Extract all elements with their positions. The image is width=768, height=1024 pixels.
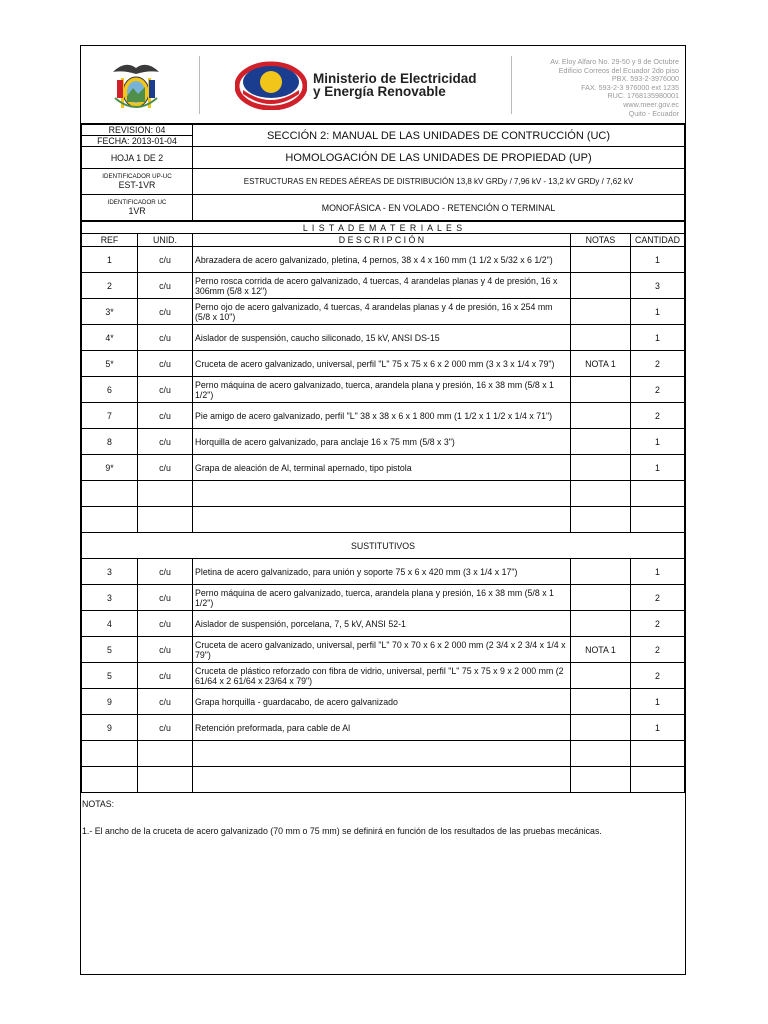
note-cell — [570, 611, 630, 637]
header-divider — [199, 56, 200, 114]
empty-cell — [570, 507, 630, 533]
address-line: Av. Eloy Alfaro No. 29-50 y 9 de Octubre — [550, 57, 679, 66]
ref-cell: 4 — [82, 611, 138, 637]
description-cell: Pletina de acero galvanizado, para unión y soporte 75 x 6 x 420 mm (3 x 1/4 x 17") — [193, 559, 571, 585]
quantity-cell: 1 — [630, 429, 684, 455]
quantity-cell: 2 — [630, 663, 684, 689]
uc-identifier — [82, 195, 193, 221]
description-cell: Perno máquina de acero galvanizado, tuerca, arandela plana y presión, 16 x 38 mm (5/8 x 1 1/2") — [193, 377, 571, 403]
substitute-row — [82, 559, 685, 585]
note-cell — [570, 689, 630, 715]
notes-title: NOTAS: — [82, 799, 115, 809]
material-row — [82, 351, 685, 377]
empty-cell — [138, 481, 193, 507]
ref-cell: 4* — [82, 325, 138, 351]
substitute-row — [82, 663, 685, 689]
ministry-name-line2: y Energía Renovable — [313, 84, 446, 99]
empty-cell — [82, 481, 138, 507]
empty-cell — [82, 741, 138, 767]
document-header — [81, 46, 685, 124]
unit-cell: c/u — [138, 247, 193, 273]
uc-identifier-label: IDENTIFICADOR UC — [107, 199, 167, 206]
note-cell: NOTA 1 — [570, 637, 630, 663]
note-cell — [570, 325, 630, 351]
description-cell: Retención preformada, para cable de Al — [193, 715, 571, 741]
ref-cell: 9 — [82, 689, 138, 715]
revision-label: REVISION: 04 — [82, 125, 193, 136]
note-cell — [570, 403, 630, 429]
substitute-row — [82, 689, 685, 715]
ref-cell: 5 — [82, 637, 138, 663]
info-table — [81, 124, 685, 221]
column-header-unit: UNID. — [138, 234, 193, 247]
quantity-cell: 3 — [630, 273, 684, 299]
unit-cell: c/u — [138, 325, 193, 351]
description-cell: Perno máquina de acero galvanizado, tuerca, arandela plana y presión, 16 x 38 mm (5/8 x 1 1/2") — [193, 585, 571, 611]
materials-table — [81, 221, 685, 793]
material-row — [82, 299, 685, 325]
quantity-cell: 1 — [630, 299, 684, 325]
note-cell — [570, 429, 630, 455]
note-1: 1.- El ancho de la cruceta de acero galvanizado (70 mm o 75 mm) se definirá en función de los resultados de las pruebas mecánicas. — [82, 826, 602, 836]
document-sheet — [80, 45, 686, 975]
ref-cell: 2 — [82, 273, 138, 299]
unit-cell: c/u — [138, 663, 193, 689]
structures-description: ESTRUCTURAS EN REDES AÉREAS DE DISTRIBUCIÓN 13,8 kV GRDy / 7,96 kV - 13,2 kV GRDy / 7,62 kV — [193, 169, 685, 195]
empty-cell — [630, 481, 684, 507]
empty-cell — [138, 741, 193, 767]
unit-cell: c/u — [138, 351, 193, 377]
ref-cell: 8 — [82, 429, 138, 455]
ministry-address — [550, 58, 679, 118]
empty-cell — [630, 507, 684, 533]
ref-cell: 3 — [82, 559, 138, 585]
ref-cell: 9 — [82, 715, 138, 741]
unit-cell: c/u — [138, 377, 193, 403]
material-row — [82, 455, 685, 481]
empty-cell — [193, 481, 571, 507]
note-cell — [570, 585, 630, 611]
empty-cell — [138, 767, 193, 793]
substitute-row — [82, 715, 685, 741]
description-cell: Cruceta de acero galvanizado, universal, perfil "L" 75 x 75 x 6 x 2 000 mm (3 x 3 x 1/4 x 79") — [193, 351, 571, 377]
quantity-cell: 1 — [630, 247, 684, 273]
substitute-row — [82, 585, 685, 611]
description-cell: Cruceta de acero galvanizado, universal, perfil "L" 70 x 70 x 6 x 2 000 mm (2 3/4 x 2 3/4 x 1/4 x 79") — [193, 637, 571, 663]
description-cell: Aislador de suspensión, porcelana, 7, 5 kV, ANSI 52-1 — [193, 611, 571, 637]
note-cell — [570, 663, 630, 689]
up-uc-identifier-label: IDENTIFICADOR UP-UC — [102, 173, 172, 180]
description-cell: Grapa de aleación de Al, terminal apernado, tipo pistola — [193, 455, 571, 481]
ecuador-coat-of-arms-icon — [107, 58, 165, 114]
address-line: RUC. 1768135980001 — [607, 91, 679, 101]
ministry-name-line1: Ministerio de Electricidad — [313, 71, 477, 86]
column-header-quantity: CANTIDAD — [630, 234, 684, 247]
empty-cell — [570, 481, 630, 507]
unit-cell: c/u — [138, 585, 193, 611]
empty-cell — [630, 767, 684, 793]
address-line: PBX. 593-2-3976000 — [611, 74, 679, 84]
unit-cell: c/u — [138, 273, 193, 299]
description-cell: Horquilla de acero galvanizado, para anclaje 16 x 75 mm (5/8 x 3") — [193, 429, 571, 455]
material-row — [82, 247, 685, 273]
column-header-ref: REF — [82, 234, 138, 247]
quantity-cell: 1 — [630, 455, 684, 481]
substitute-row — [82, 637, 685, 663]
note-cell — [570, 715, 630, 741]
note-cell — [570, 247, 630, 273]
note-cell — [570, 273, 630, 299]
note-cell — [570, 559, 630, 585]
materials-list-title: L I S T A D E M A T E R I A L E S — [82, 222, 685, 234]
unit-cell: c/u — [138, 715, 193, 741]
address-line: Quito - Ecuador — [628, 108, 679, 118]
unit-cell: c/u — [138, 559, 193, 585]
quantity-cell: 1 — [630, 715, 684, 741]
ministry-logo-icon — [235, 60, 307, 110]
description-cell: Perno ojo de acero galvanizado, 4 tuercas, 4 arandelas planas y 4 de presión, 16 x 254 mm (5/8 x 10") — [193, 299, 571, 325]
unit-cell: c/u — [138, 429, 193, 455]
substitutes-title: SUSTITUTIVOS — [82, 533, 685, 559]
header-divider-right — [511, 56, 512, 114]
homologation-title: HOMOLOGACIÓN DE LAS UNIDADES DE PROPIEDAD (UP) — [193, 147, 685, 169]
quantity-cell: 1 — [630, 689, 684, 715]
ref-cell: 7 — [82, 403, 138, 429]
empty-cell — [193, 767, 571, 793]
description-cell: Abrazadera de acero galvanizado, pletina, 4 pernos, 38 x 4 x 160 mm (1 1/2 x 5/32 x 6 1/2") — [193, 247, 571, 273]
note-cell — [570, 455, 630, 481]
unit-cell: c/u — [138, 689, 193, 715]
material-row — [82, 273, 685, 299]
empty-cell — [82, 767, 138, 793]
description-cell: Pie amigo de acero galvanizado, perfil "L" 38 x 38 x 6 x 1 800 mm (1 1/2 x 1 1/2 x 1/4 x 71") — [193, 403, 571, 429]
quantity-cell: 2 — [630, 377, 684, 403]
description-cell: Perno rosca corrida de acero galvanizado, 4 tuercas, 4 arandelas planas y 4 de presión, 16 x 306mm (5/8 x 12") — [193, 273, 571, 299]
empty-cell — [630, 741, 684, 767]
material-row — [82, 325, 685, 351]
empty-cell — [570, 767, 630, 793]
up-uc-identifier-value: EST-1VR — [118, 180, 156, 190]
quantity-cell: 2 — [630, 403, 684, 429]
ref-cell: 1 — [82, 247, 138, 273]
date-label: FECHA: 2013-01-04 — [82, 136, 193, 147]
substitute-row — [82, 611, 685, 637]
empty-cell — [193, 741, 571, 767]
empty-cell — [193, 507, 571, 533]
note-cell — [570, 377, 630, 403]
ministry-name — [313, 72, 477, 98]
material-row — [82, 429, 685, 455]
column-header-description: D E S C R I P C I Ó N — [193, 234, 571, 247]
ref-cell: 3 — [82, 585, 138, 611]
empty-cell — [82, 507, 138, 533]
description-cell: Grapa horquilla - guardacabo, de acero galvanizado — [193, 689, 571, 715]
unit-cell: c/u — [138, 299, 193, 325]
description-cell: Cruceta de plástico reforzado con fibra de vidrio, universal, perfil "L" 75 x 75 x 9 x 2 000 mm (2 61/64 x 2 61/64 x 23/64 x 79") — [193, 663, 571, 689]
address-line: Edificio Correos del Ecuador 2do piso — [558, 65, 679, 75]
unit-cell: c/u — [138, 611, 193, 637]
material-row — [82, 377, 685, 403]
description-cell: Aislador de suspensión, caucho siliconado, 15 kV, ANSI DS-15 — [193, 325, 571, 351]
structure-type: MONOFÁSICA - EN VOLADO - RETENCIÓN O TERMINAL — [193, 195, 685, 221]
uc-identifier-value: 1VR — [128, 206, 146, 216]
quantity-cell: 2 — [630, 351, 684, 377]
quantity-cell: 1 — [630, 559, 684, 585]
quantity-cell: 1 — [630, 325, 684, 351]
material-row — [82, 403, 685, 429]
quantity-cell: 2 — [630, 611, 684, 637]
unit-cell: c/u — [138, 455, 193, 481]
empty-cell — [138, 507, 193, 533]
quantity-cell: 2 — [630, 637, 684, 663]
ref-cell: 9* — [82, 455, 138, 481]
ref-cell: 5* — [82, 351, 138, 377]
address-line: www.meer.gov.ec — [623, 99, 679, 109]
empty-cell — [570, 741, 630, 767]
up-uc-identifier — [82, 169, 193, 195]
ref-cell: 5 — [82, 663, 138, 689]
note-cell: NOTA 1 — [570, 351, 630, 377]
quantity-cell: 2 — [630, 585, 684, 611]
ref-cell: 6 — [82, 377, 138, 403]
section-title: SECCIÓN 2: MANUAL DE LAS UNIDADES DE CONTRUCCIÓN (UC) — [193, 125, 685, 147]
note-cell — [570, 299, 630, 325]
unit-cell: c/u — [138, 637, 193, 663]
address-line: FAX. 593-2-3 976000 ext 1235 — [581, 82, 679, 92]
ref-cell: 3* — [82, 299, 138, 325]
sheet-number: HOJA 1 DE 2 — [82, 147, 193, 169]
column-header-notes: NOTAS — [570, 234, 630, 247]
unit-cell: c/u — [138, 403, 193, 429]
